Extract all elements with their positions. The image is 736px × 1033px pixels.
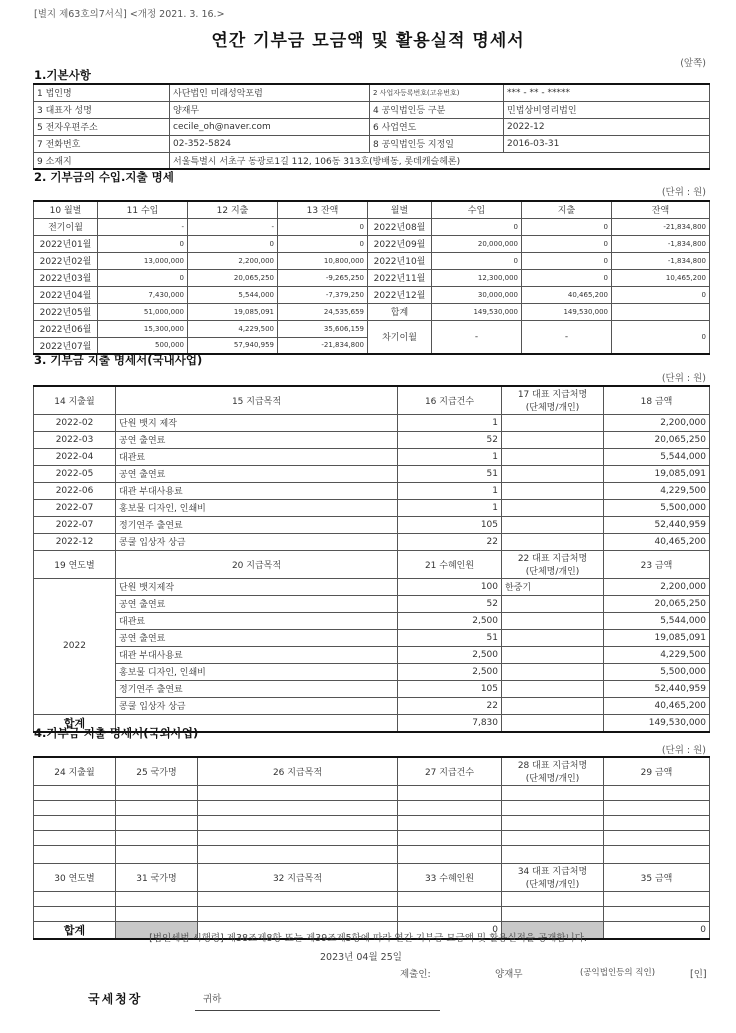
- expense-cell: -: [188, 218, 278, 235]
- payee-cell: [502, 680, 604, 697]
- column-header: 28 대표 지급처명 (단체명/개인): [502, 757, 604, 785]
- month-row: [34, 218, 710, 235]
- beneficiaries-cell: 51: [398, 629, 502, 646]
- amount-cell: 2,200,000: [604, 414, 710, 431]
- empty-cell: [34, 785, 116, 800]
- addressee: 국세청장: [88, 992, 143, 1006]
- field-value: *** - ** - *****: [504, 84, 710, 101]
- expense-cell: 19,085,091: [188, 303, 278, 320]
- month-cell: 2022년08월: [368, 218, 432, 235]
- month-cell: 2022-04: [34, 448, 116, 465]
- expense-row: [34, 448, 710, 465]
- count-cell: 1: [398, 448, 502, 465]
- beneficiaries-cell: 2,500: [398, 646, 502, 663]
- field-label: 3 대표자 성명: [34, 101, 170, 118]
- column-header: 33 수혜인원: [398, 863, 502, 891]
- field-value: 민법상비영리법인: [504, 101, 710, 118]
- empty-cell: [604, 815, 710, 830]
- expense-cell: 149,530,000: [522, 303, 612, 320]
- month-cell: 2022-06: [34, 482, 116, 499]
- income-expense-table: [33, 200, 710, 355]
- honorific: 귀하: [203, 994, 222, 1005]
- basic-info-table: [33, 83, 710, 170]
- empty-cell: [198, 845, 398, 863]
- column-header: 17 대표 지급처명 (단체명/개인): [502, 386, 604, 414]
- column-header: 18 금액: [604, 386, 710, 414]
- amount-cell: 19,085,091: [604, 629, 710, 646]
- payee-cell: [502, 663, 604, 680]
- purpose-cell: 대관료: [116, 448, 398, 465]
- column-header: 12 지출: [188, 201, 278, 218]
- balance-cell: [612, 303, 710, 320]
- empty-cell: [116, 815, 198, 830]
- purpose-cell: 홍보물 디자인, 인쇄비: [116, 663, 398, 680]
- address-value: 서울특별시 서초구 동광로1길 112, 106동 313호(방배동, 롯데캐슬헤론): [170, 152, 710, 169]
- income-cell: 51,000,000: [98, 303, 188, 320]
- balance-cell: -1,834,800: [612, 235, 710, 252]
- column-header: 19 연도별: [34, 550, 116, 578]
- empty-cell: [34, 891, 116, 906]
- section-3-title: 3. 기부금 지출 명세서(국내사업): [34, 353, 203, 367]
- column-header: 수입: [432, 201, 522, 218]
- empty-cell: [398, 785, 502, 800]
- empty-cell: [34, 906, 116, 921]
- blank-row: [34, 815, 710, 830]
- empty-cell: [604, 800, 710, 815]
- beneficiary-row: [34, 663, 710, 680]
- expense-row: [34, 431, 710, 448]
- total-label: 합계: [34, 714, 116, 732]
- amount-cell: 20,065,250: [604, 595, 710, 612]
- income-cell: 149,530,000: [432, 303, 522, 320]
- purpose-cell: 콩쿨 입상자 상금: [116, 697, 398, 714]
- payee-cell: [502, 499, 604, 516]
- column-header: 24 지출월: [34, 757, 116, 785]
- count-cell: 1: [398, 482, 502, 499]
- seal-mark: [인]: [690, 969, 707, 980]
- basic-info-row: [34, 118, 710, 135]
- total-count: 7,830: [398, 714, 502, 732]
- expense-row: [34, 465, 710, 482]
- beneficiaries-cell: 100: [398, 578, 502, 595]
- income-cell: -: [98, 218, 188, 235]
- field-label: 2 사업자등록번호(고유번호): [370, 84, 504, 101]
- amount-cell: 5,500,000: [604, 663, 710, 680]
- beneficiaries-cell: 22: [398, 697, 502, 714]
- empty-cell: [502, 714, 604, 732]
- header-row: [34, 386, 710, 414]
- expense-cell: 20,065,250: [188, 269, 278, 286]
- expense-row: [34, 414, 710, 431]
- expense-cell: 5,544,000: [188, 286, 278, 303]
- beneficiaries-cell: 2,500: [398, 663, 502, 680]
- addressee-underline: [195, 1010, 440, 1011]
- expense-cell: 2,200,000: [188, 252, 278, 269]
- empty-cell: [198, 830, 398, 845]
- page-side-label: (앞쪽): [680, 58, 706, 69]
- payee-cell: [502, 612, 604, 629]
- spacer-row: [34, 845, 710, 863]
- field-label: 5 전자우편주소: [34, 118, 170, 135]
- total-amount: 0: [604, 921, 710, 939]
- amount-cell: 52,440,959: [604, 516, 710, 533]
- month-cell: 합계: [368, 303, 432, 320]
- balance-cell: -1,834,800: [612, 252, 710, 269]
- header-row: [34, 201, 710, 218]
- month-cell: 2022년06월: [34, 320, 98, 337]
- submitter-name: 양재무: [495, 969, 523, 980]
- empty-cell: [398, 830, 502, 845]
- month-row: [34, 320, 710, 337]
- form-number: [별지 제63호의7서식] <개정 2021. 3. 16.>: [34, 9, 225, 20]
- count-cell: 22: [398, 533, 502, 550]
- blank-row: [34, 906, 710, 921]
- field-label: 7 전화번호: [34, 135, 170, 152]
- column-header: 11 수입: [98, 201, 188, 218]
- amount-cell: 5,544,000: [604, 612, 710, 629]
- balance-cell: 0: [278, 218, 368, 235]
- empty-cell: [34, 845, 116, 863]
- field-value: 2022-12: [504, 118, 710, 135]
- expense-cell: 57,940,959: [188, 337, 278, 354]
- beneficiary-row: [34, 595, 710, 612]
- basic-info-row: [34, 152, 710, 169]
- income-cell: 15,300,000: [98, 320, 188, 337]
- column-header: 16 지급건수: [398, 386, 502, 414]
- section-4-unit: (단위 : 원): [661, 745, 706, 756]
- month-cell: 2022-05: [34, 465, 116, 482]
- payee-cell: [502, 482, 604, 499]
- expense-cell: 0: [522, 218, 612, 235]
- empty-cell: [34, 830, 116, 845]
- month-row: [34, 286, 710, 303]
- submission-date: 2023년 04월 25일: [320, 952, 402, 963]
- column-header: 월별: [368, 201, 432, 218]
- section-3-unit: (단위 : 원): [661, 373, 706, 384]
- balance-cell: 0: [612, 320, 710, 354]
- column-header: 34 대표 지급처명 (단체명/개인): [502, 863, 604, 891]
- empty-cell: [502, 845, 604, 863]
- month-cell: 2022-12: [34, 533, 116, 550]
- column-header: 22 대표 지급처명 (단체명/개인): [502, 550, 604, 578]
- field-label: 9 소재지: [34, 152, 170, 169]
- carry-over-label: 차기이월: [368, 320, 432, 354]
- year-cell: 2022: [34, 578, 116, 714]
- column-header: 23 금액: [604, 550, 710, 578]
- expense-cell: 0: [522, 235, 612, 252]
- empty-cell: [116, 830, 198, 845]
- expense-cell: 40,465,200: [522, 286, 612, 303]
- payee-cell: [502, 629, 604, 646]
- field-label: 4 공익법인등 구분: [370, 101, 504, 118]
- purpose-cell: 대관 부대사용료: [116, 482, 398, 499]
- purpose-cell: 공연 출연료: [116, 595, 398, 612]
- month-cell: 2022년05월: [34, 303, 98, 320]
- empty-cell: [34, 800, 116, 815]
- column-header: 14 지출월: [34, 386, 116, 414]
- header-row: [34, 550, 710, 578]
- payee-cell: [502, 595, 604, 612]
- amount-cell: 40,465,200: [604, 697, 710, 714]
- empty-cell: [604, 906, 710, 921]
- column-header: 29 금액: [604, 757, 710, 785]
- empty-cell: [502, 906, 604, 921]
- empty-cell: [502, 785, 604, 800]
- empty-cell: [502, 830, 604, 845]
- payee-cell: [502, 448, 604, 465]
- field-value: 02-352-5824: [170, 135, 370, 152]
- field-value: cecile_oh@naver.com: [170, 118, 370, 135]
- balance-cell: -21,834,800: [612, 218, 710, 235]
- expense-cell: 0: [522, 252, 612, 269]
- income-cell: 30,000,000: [432, 286, 522, 303]
- column-header: 10 월별: [34, 201, 98, 218]
- expense-cell: 0: [188, 235, 278, 252]
- section-1-title: 1.기본사항: [34, 68, 91, 82]
- balance-cell: 10,800,000: [278, 252, 368, 269]
- empty-cell: [116, 845, 198, 863]
- expense-row: [34, 516, 710, 533]
- income-cell: 0: [432, 252, 522, 269]
- column-header: 지출: [522, 201, 612, 218]
- income-cell: 0: [98, 235, 188, 252]
- income-cell: 20,000,000: [432, 235, 522, 252]
- column-header: 30 연도별: [34, 863, 116, 891]
- empty-cell: [198, 815, 398, 830]
- purpose-cell: 대관 부대사용료: [116, 646, 398, 663]
- expense-row: [34, 499, 710, 516]
- amount-cell: 52,440,959: [604, 680, 710, 697]
- field-value: 양재무: [170, 101, 370, 118]
- field-label: 8 공익법인등 지정일: [370, 135, 504, 152]
- amount-cell: 5,500,000: [604, 499, 710, 516]
- column-header: 20 지급목적: [116, 550, 398, 578]
- count-cell: 105: [398, 516, 502, 533]
- submitter-role: (공익법인등의 직인): [580, 968, 656, 978]
- amount-cell: 4,229,500: [604, 646, 710, 663]
- month-cell: 2022년02월: [34, 252, 98, 269]
- income-cell: 7,430,000: [98, 286, 188, 303]
- payee-cell: [502, 431, 604, 448]
- amount-cell: 4,229,500: [604, 482, 710, 499]
- expense-cell: -: [522, 320, 612, 354]
- empty-cell: [604, 830, 710, 845]
- purpose-cell: 홍보물 디자인, 인쇄비: [116, 499, 398, 516]
- column-header: 13 잔액: [278, 201, 368, 218]
- month-cell: 2022년01월: [34, 235, 98, 252]
- blank-row: [34, 800, 710, 815]
- payee-cell: [502, 516, 604, 533]
- empty-cell: [502, 891, 604, 906]
- month-row: [34, 303, 710, 320]
- payee-cell: 한중기: [502, 578, 604, 595]
- total-label: 합계: [34, 921, 116, 939]
- month-cell: 2022년04월: [34, 286, 98, 303]
- empty-cell: [604, 785, 710, 800]
- beneficiary-row: [34, 629, 710, 646]
- month-cell: 2022년11월: [368, 269, 432, 286]
- purpose-cell: 공연 출연료: [116, 629, 398, 646]
- month-row: [34, 252, 710, 269]
- count-cell: 1: [398, 499, 502, 516]
- empty-cell: [116, 906, 198, 921]
- empty-cell: [398, 800, 502, 815]
- blank-row: [34, 830, 710, 845]
- overseas-expense-table: [33, 756, 710, 940]
- column-header: 21 수혜인원: [398, 550, 502, 578]
- column-header: 잔액: [612, 201, 710, 218]
- header-row: [34, 863, 710, 891]
- domestic-expense-table: [33, 385, 710, 733]
- month-cell: 2022-07: [34, 516, 116, 533]
- empty-cell: [116, 891, 198, 906]
- payee-cell: [502, 465, 604, 482]
- expense-cell: 4,229,500: [188, 320, 278, 337]
- payee-cell: [502, 646, 604, 663]
- beneficiaries-cell: 52: [398, 595, 502, 612]
- income-cell: 0: [98, 269, 188, 286]
- column-header: 15 지급목적: [116, 386, 398, 414]
- legal-notice: [법인세법 시행령] 제38조제8항 또는 제39조제5항에 따라 연간 기부금 모금액 및 활용실적을 공개합니다.: [149, 933, 587, 944]
- blank-row: [34, 785, 710, 800]
- month-cell: 2022-02: [34, 414, 116, 431]
- count-cell: 52: [398, 431, 502, 448]
- empty-cell: [502, 815, 604, 830]
- basic-info-row: [34, 135, 710, 152]
- beneficiaries-cell: 2,500: [398, 612, 502, 629]
- balance-cell: 35,606,159: [278, 320, 368, 337]
- basic-info-row: [34, 84, 710, 101]
- empty-cell: [398, 891, 502, 906]
- payee-cell: [502, 697, 604, 714]
- column-header: 26 지급목적: [198, 757, 398, 785]
- basic-info-row: [34, 101, 710, 118]
- column-header: 35 금액: [604, 863, 710, 891]
- page-title: 연간 기부금 모금액 및 활용실적 명세서: [211, 31, 525, 51]
- beneficiary-row: [34, 697, 710, 714]
- empty-cell: [502, 800, 604, 815]
- empty-cell: [198, 800, 398, 815]
- amount-cell: 20,065,250: [604, 431, 710, 448]
- balance-cell: 0: [612, 286, 710, 303]
- amount-cell: 19,085,091: [604, 465, 710, 482]
- purpose-cell: 공연 출연료: [116, 465, 398, 482]
- month-cell: 2022년07월: [34, 337, 98, 354]
- amount-cell: 40,465,200: [604, 533, 710, 550]
- column-header: 32 지급목적: [198, 863, 398, 891]
- balance-cell: 0: [278, 235, 368, 252]
- purpose-cell: 공연 출연료: [116, 431, 398, 448]
- field-label: 6 사업연도: [370, 118, 504, 135]
- empty-cell: [116, 785, 198, 800]
- empty-cell: [198, 891, 398, 906]
- empty-cell: [34, 815, 116, 830]
- income-cell: -: [432, 320, 522, 354]
- empty-cell: [604, 891, 710, 906]
- blank-row: [34, 891, 710, 906]
- month-row: [34, 235, 710, 252]
- section-2-title: 2. 기부금의 수입.지출 명세: [34, 170, 174, 184]
- income-cell: 500,000: [98, 337, 188, 354]
- column-header: 25 국가명: [116, 757, 198, 785]
- beneficiary-row: [34, 680, 710, 697]
- beneficiary-row: [34, 578, 710, 595]
- balance-cell: 10,465,200: [612, 269, 710, 286]
- column-header: 31 국가명: [116, 863, 198, 891]
- income-cell: 0: [432, 218, 522, 235]
- amount-cell: 2,200,000: [604, 578, 710, 595]
- expense-cell: 0: [522, 269, 612, 286]
- purpose-cell: 정기연주 출연료: [116, 680, 398, 697]
- submitter-label: 제출인:: [400, 969, 431, 980]
- count-cell: 51: [398, 465, 502, 482]
- field-value: 사단법인 미래성악포럼: [170, 84, 370, 101]
- month-cell: 2022년03월: [34, 269, 98, 286]
- purpose-cell: 단원 뱃지 제작: [116, 414, 398, 431]
- beneficiaries-cell: 105: [398, 680, 502, 697]
- section-2-unit: (단위 : 원): [661, 187, 706, 198]
- balance-cell: -21,834,800: [278, 337, 368, 354]
- empty-cell: [398, 815, 502, 830]
- purpose-cell: 정기연주 출연료: [116, 516, 398, 533]
- purpose-cell: 단원 뱃지제작: [116, 578, 398, 595]
- empty-cell: [198, 785, 398, 800]
- count-cell: 1: [398, 414, 502, 431]
- empty-cell: [604, 845, 710, 863]
- income-cell: 13,000,000: [98, 252, 188, 269]
- income-cell: 12,300,000: [432, 269, 522, 286]
- beneficiary-row: [34, 646, 710, 663]
- purpose-cell: 콩쿨 입상자 상금: [116, 533, 398, 550]
- payee-cell: [502, 533, 604, 550]
- total-count: 0: [398, 921, 502, 939]
- empty-cell: [398, 906, 502, 921]
- purpose-cell: 대관료: [116, 612, 398, 629]
- beneficiary-row: [34, 612, 710, 629]
- header-row: [34, 757, 710, 785]
- month-row: [34, 269, 710, 286]
- expense-row: [34, 482, 710, 499]
- empty-cell: [198, 906, 398, 921]
- expense-row: [34, 533, 710, 550]
- payee-cell: [502, 414, 604, 431]
- month-cell: 2022-07: [34, 499, 116, 516]
- empty-cell: [398, 845, 502, 863]
- month-cell: 2022년10월: [368, 252, 432, 269]
- total-amount: 149,530,000: [604, 714, 710, 732]
- field-value: 2016-03-31: [504, 135, 710, 152]
- month-cell: 전기이월: [34, 218, 98, 235]
- field-label: 1 법인명: [34, 84, 170, 101]
- month-cell: 2022-03: [34, 431, 116, 448]
- balance-cell: -9,265,250: [278, 269, 368, 286]
- month-cell: 2022년09월: [368, 235, 432, 252]
- month-cell: 2022년12월: [368, 286, 432, 303]
- empty-cell: [116, 800, 198, 815]
- balance-cell: -7,379,250: [278, 286, 368, 303]
- section-4-title: 4.기부금 지출 명세서(국외사업): [34, 726, 199, 740]
- balance-cell: 24,535,659: [278, 303, 368, 320]
- column-header: 27 지급건수: [398, 757, 502, 785]
- amount-cell: 5,544,000: [604, 448, 710, 465]
